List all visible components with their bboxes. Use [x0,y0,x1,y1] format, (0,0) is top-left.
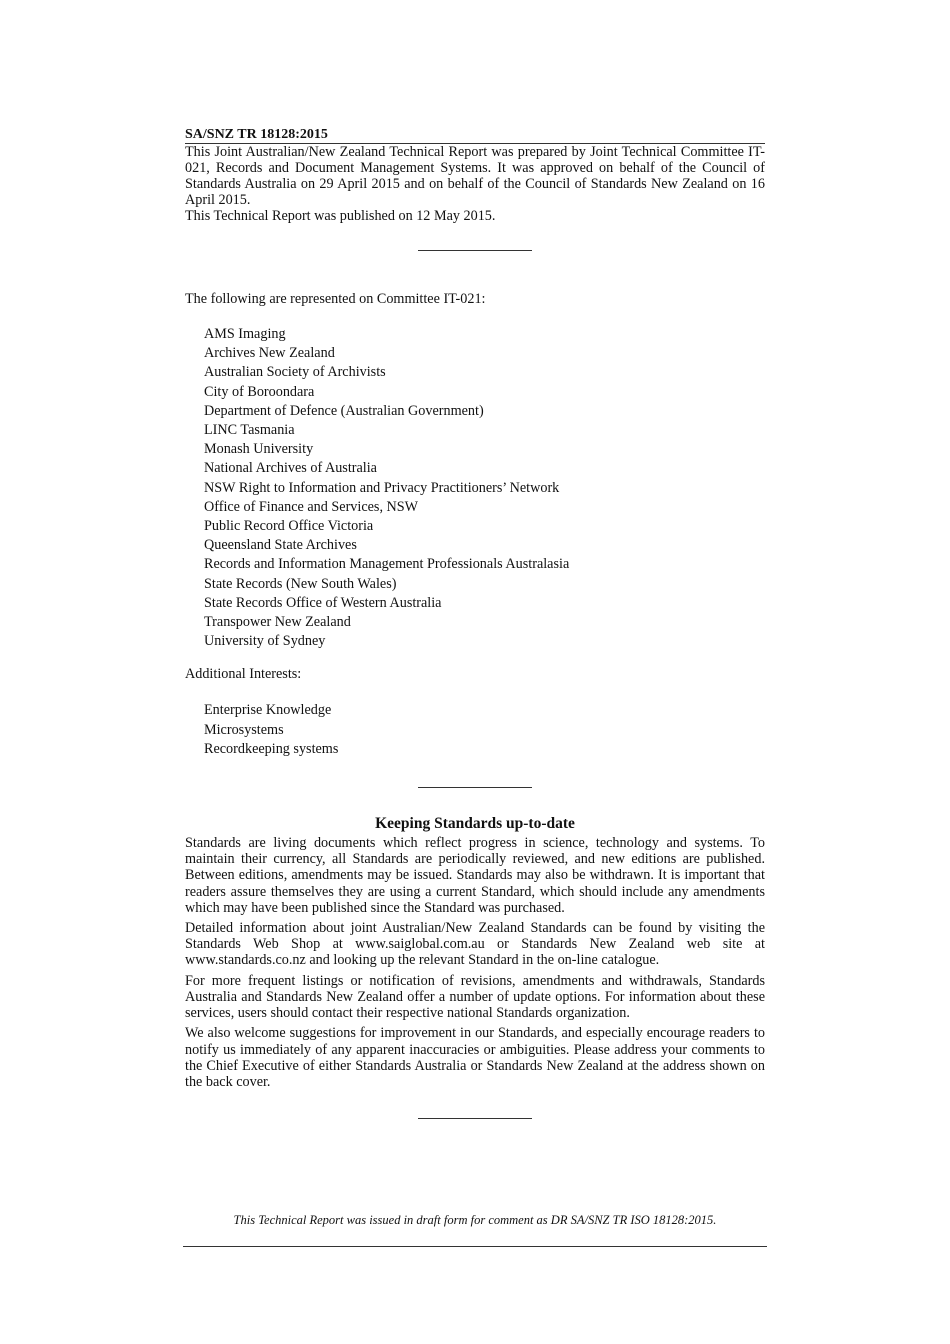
publication-date: This Technical Report was published on 12 May 2015. [185,208,496,224]
list-item: Queensland State Archives [204,537,357,554]
list-item: Transpower New Zealand [204,614,351,631]
list-item: Monash University [204,441,314,458]
list-item: NSW Right to Information and Privacy Practitioners’ Network [204,479,560,496]
list-item: National Archives of Australia [204,460,377,477]
paragraph: Standards are living documents which reflect progress in science, technology and systems. To maintain their currency, all Standards are periodically reviewed, and new editions are published. Between editions, amendments may be issued. Standards may also be withdrawn. It is important that readers assure themselves they are using a current Standard, which should include any amendments which may have been published since the Standard was purchased. [185,835,765,916]
section-title: Keeping Standards up-to-date [375,815,575,833]
list-item: LINC Tasmania [204,422,295,439]
intro-section [185,144,765,224]
divider [418,250,532,251]
list-item: Records and Information Management Professionals Australasia [204,556,570,573]
document-page [185,126,765,1119]
divider [418,1118,532,1119]
paragraph: We also welcome suggestions for improvement in our Standards, and especially encourage readers to notify us immediately of any apparent inaccuracies or ambiguities. Please address your comments to the Chief Executive of either Standards Australia or Standards New Zealand at the address shown on the back cover. [185,1025,765,1090]
committee-lead: The following are represented on Committee IT-021: [185,291,486,307]
list-item: Office of Finance and Services, NSW [204,498,419,515]
intro-paragraph: This Joint Australian/New Zealand Technical Report was prepared by Joint Technical Committee IT-021, Records and Document Management Systems. It was approved on behalf of the Council of Standards Australia on 29 April 2015 and on behalf of the Council of Standards New Zealand on 16 April 2015. [185,144,765,208]
list-item: Archives New Zealand [204,345,335,362]
list-item: Microsystems [204,721,284,738]
committee-members-list [204,325,765,651]
list-item: Public Record Office Victoria [204,518,374,535]
keeping-standards-section [185,815,765,1090]
list-item: Recordkeeping systems [204,740,339,757]
document-id: SA/SNZ TR 18128:2015 [185,126,765,144]
list-item: Department of Defence (Australian Government) [204,402,484,419]
paragraph: Detailed information about joint Australian/New Zealand Standards can be found by visiting the Standards Web Shop at www.saiglobal.com.au or Standards New Zealand web site at www.standards.co.nz and looking up the relevant Standard in the on-line catalogue. [185,920,765,969]
list-item: Australian Society of Archivists [204,364,386,381]
additional-interests-list [204,701,765,759]
list-item: University of Sydney [204,633,326,650]
list-item: City of Boroondara [204,383,315,400]
list-item: AMS Imaging [204,326,286,342]
footer-rule [183,1246,767,1247]
list-item: State Records Office of Western Australia [204,594,442,611]
additional-interests-label: Additional Interests: [185,666,302,683]
paragraph: For more frequent listings or notification of revisions, amendments and withdrawals, Standards Australia and Standards New Zealand offer a number of update options. For information about these services, users should contact their respective national Standards organization. [185,972,765,1022]
list-item: State Records (New South Wales) [204,575,397,592]
list-item: Enterprise Knowledge [204,702,332,719]
draft-footnote: This Technical Report was issued in draft form for comment as DR SA/SNZ TR ISO 18128:2015. [233,1213,717,1227]
divider [418,787,532,788]
